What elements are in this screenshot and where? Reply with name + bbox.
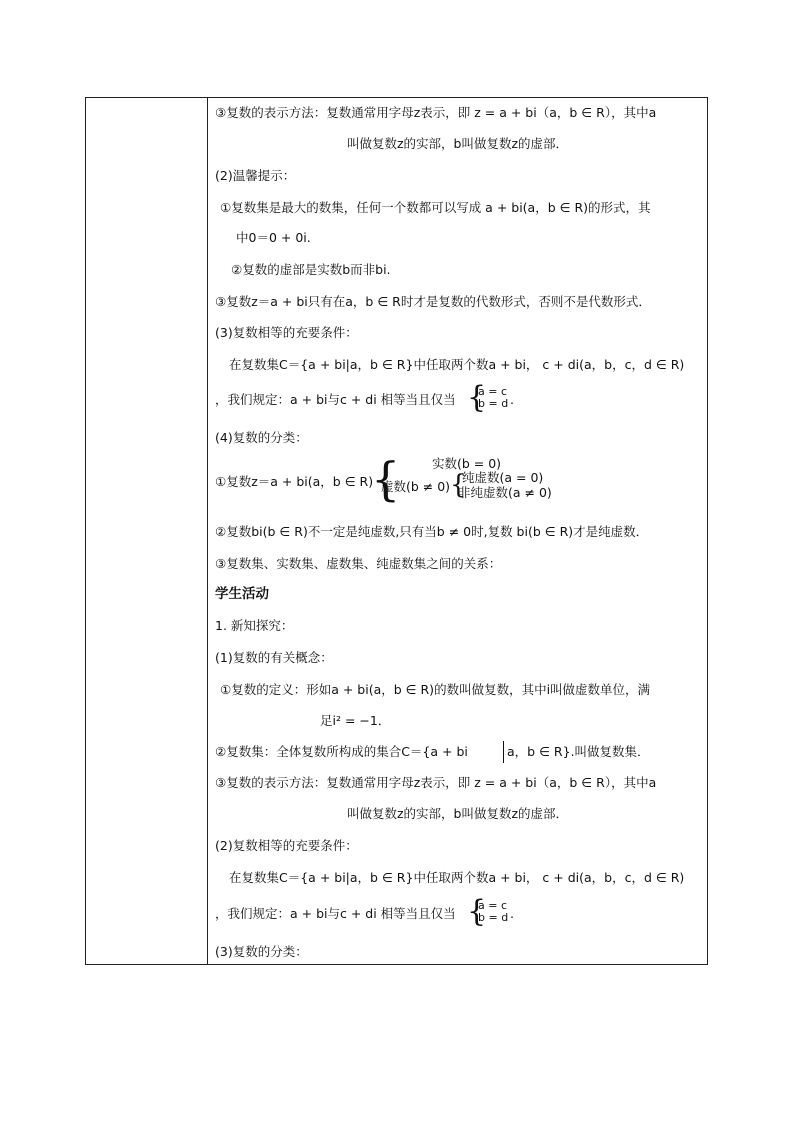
classification-heading: (4)复数的分类： xyxy=(215,430,308,445)
definition-line-2: 足i² = −1． xyxy=(320,713,391,728)
equality-period: . xyxy=(510,392,514,407)
equality-brace-repeat: { xyxy=(467,894,487,929)
left-column-cell xyxy=(86,98,208,964)
tip-1-line-2: 中0＝0 + 0i. xyxy=(236,230,311,245)
equality-condition-bottom-repeat: b = d xyxy=(478,911,509,924)
definition-line-1: ①复数的定义：形如a + bi(a，b ∈ R)的数叫做复数，其中i叫做虚数单位，满 xyxy=(220,682,651,697)
tip-1-line-1: ①复数集是最大的数集，任何一个数都可以写成 a + bi(a，b ∈ R)的形式，其 xyxy=(220,200,651,215)
equality-condition-bottom: b = d xyxy=(478,397,509,410)
tip-3: ③复数z＝a + bi只有在a，b ∈ R时才是复数的代数形式，否则不是代数形式． xyxy=(215,294,651,309)
new-knowledge-heading: 1. 新知探究： xyxy=(215,618,294,633)
equality-condition-top: a = c xyxy=(478,385,507,398)
sets-relation: ③复数集、实数集、虚数集、纯虚数集之间的关系： xyxy=(215,556,502,571)
tip-2: ②复数的虚部是实数b而非bi. xyxy=(231,262,391,277)
classification-prefix: ①复数z＝a + bi(a，b ∈ R) xyxy=(215,474,374,489)
complex-set-prefix: ②复数集：全体复数所构成的集合C＝{a + bi xyxy=(215,744,468,759)
imaginary-sub-brace: { xyxy=(450,470,467,500)
representation-line-1: ③复数的表示方法：复数通常用字母z表示，即 z = a + bi（a，b ∈ R），其中a xyxy=(215,105,657,120)
equality-line-1: 在复数集C＝{a + bi|a，b ∈ R}中任取两个数a + bi， c + di(a，b，c，d ∈ R) xyxy=(229,357,685,372)
tips-heading: (2)温馨提示： xyxy=(215,168,296,183)
set-builder-bar xyxy=(503,741,504,763)
equality-condition-top-repeat: a = c xyxy=(478,899,507,912)
concepts-heading: (1)复数的有关概念： xyxy=(215,650,333,665)
classification-non-pure-imaginary: 非纯虚数(a ≠ 0) xyxy=(458,485,552,500)
equality-brace: { xyxy=(467,380,487,415)
classification-heading-repeat: (3)复数的分类： xyxy=(215,944,308,959)
classification-pure-imaginary: 纯虚数(a = 0) xyxy=(462,470,544,485)
equality-period-repeat: . xyxy=(510,906,514,921)
representation-line-2: 叫做复数z的实部，b叫做复数z的虚部． xyxy=(347,136,569,151)
equality-line-1-repeat: 在复数集C＝{a + bi|a，b ∈ R}中任取两个数a + bi， c + di(a，b，c，d ∈ R) xyxy=(229,870,685,885)
complex-set-suffix: a，b ∈ R}.叫做复数集． xyxy=(507,744,650,759)
classification-real: 实数(b = 0) xyxy=(432,456,502,471)
classification-brace: { xyxy=(371,452,401,506)
equality-line-2: ，我们规定：a + bi与c + di 相等当且仅当 xyxy=(215,392,456,407)
equality-heading: (3)复数相等的充要条件： xyxy=(215,325,358,340)
equality-heading-repeat: (2)复数相等的充要条件： xyxy=(215,838,358,853)
pure-imaginary-note: ②复数bi(b ∈ R)不一定是纯虚数,只有当b ≠ 0时,复数 bi(b ∈ R)才是纯虚数． xyxy=(215,524,649,539)
representation-line-2-repeat: 叫做复数z的实部，b叫做复数z的虚部． xyxy=(347,806,569,821)
equality-line-2-repeat: ，我们规定：a + bi与c + di 相等当且仅当 xyxy=(215,906,456,921)
student-activity-heading: 学生活动 xyxy=(215,586,269,602)
classification-imaginary: 虚数(b ≠ 0) xyxy=(381,479,451,494)
representation-line-1-repeat: ③复数的表示方法：复数通常用字母z表示，即 z = a + bi（a，b ∈ R），其中a xyxy=(215,775,657,790)
